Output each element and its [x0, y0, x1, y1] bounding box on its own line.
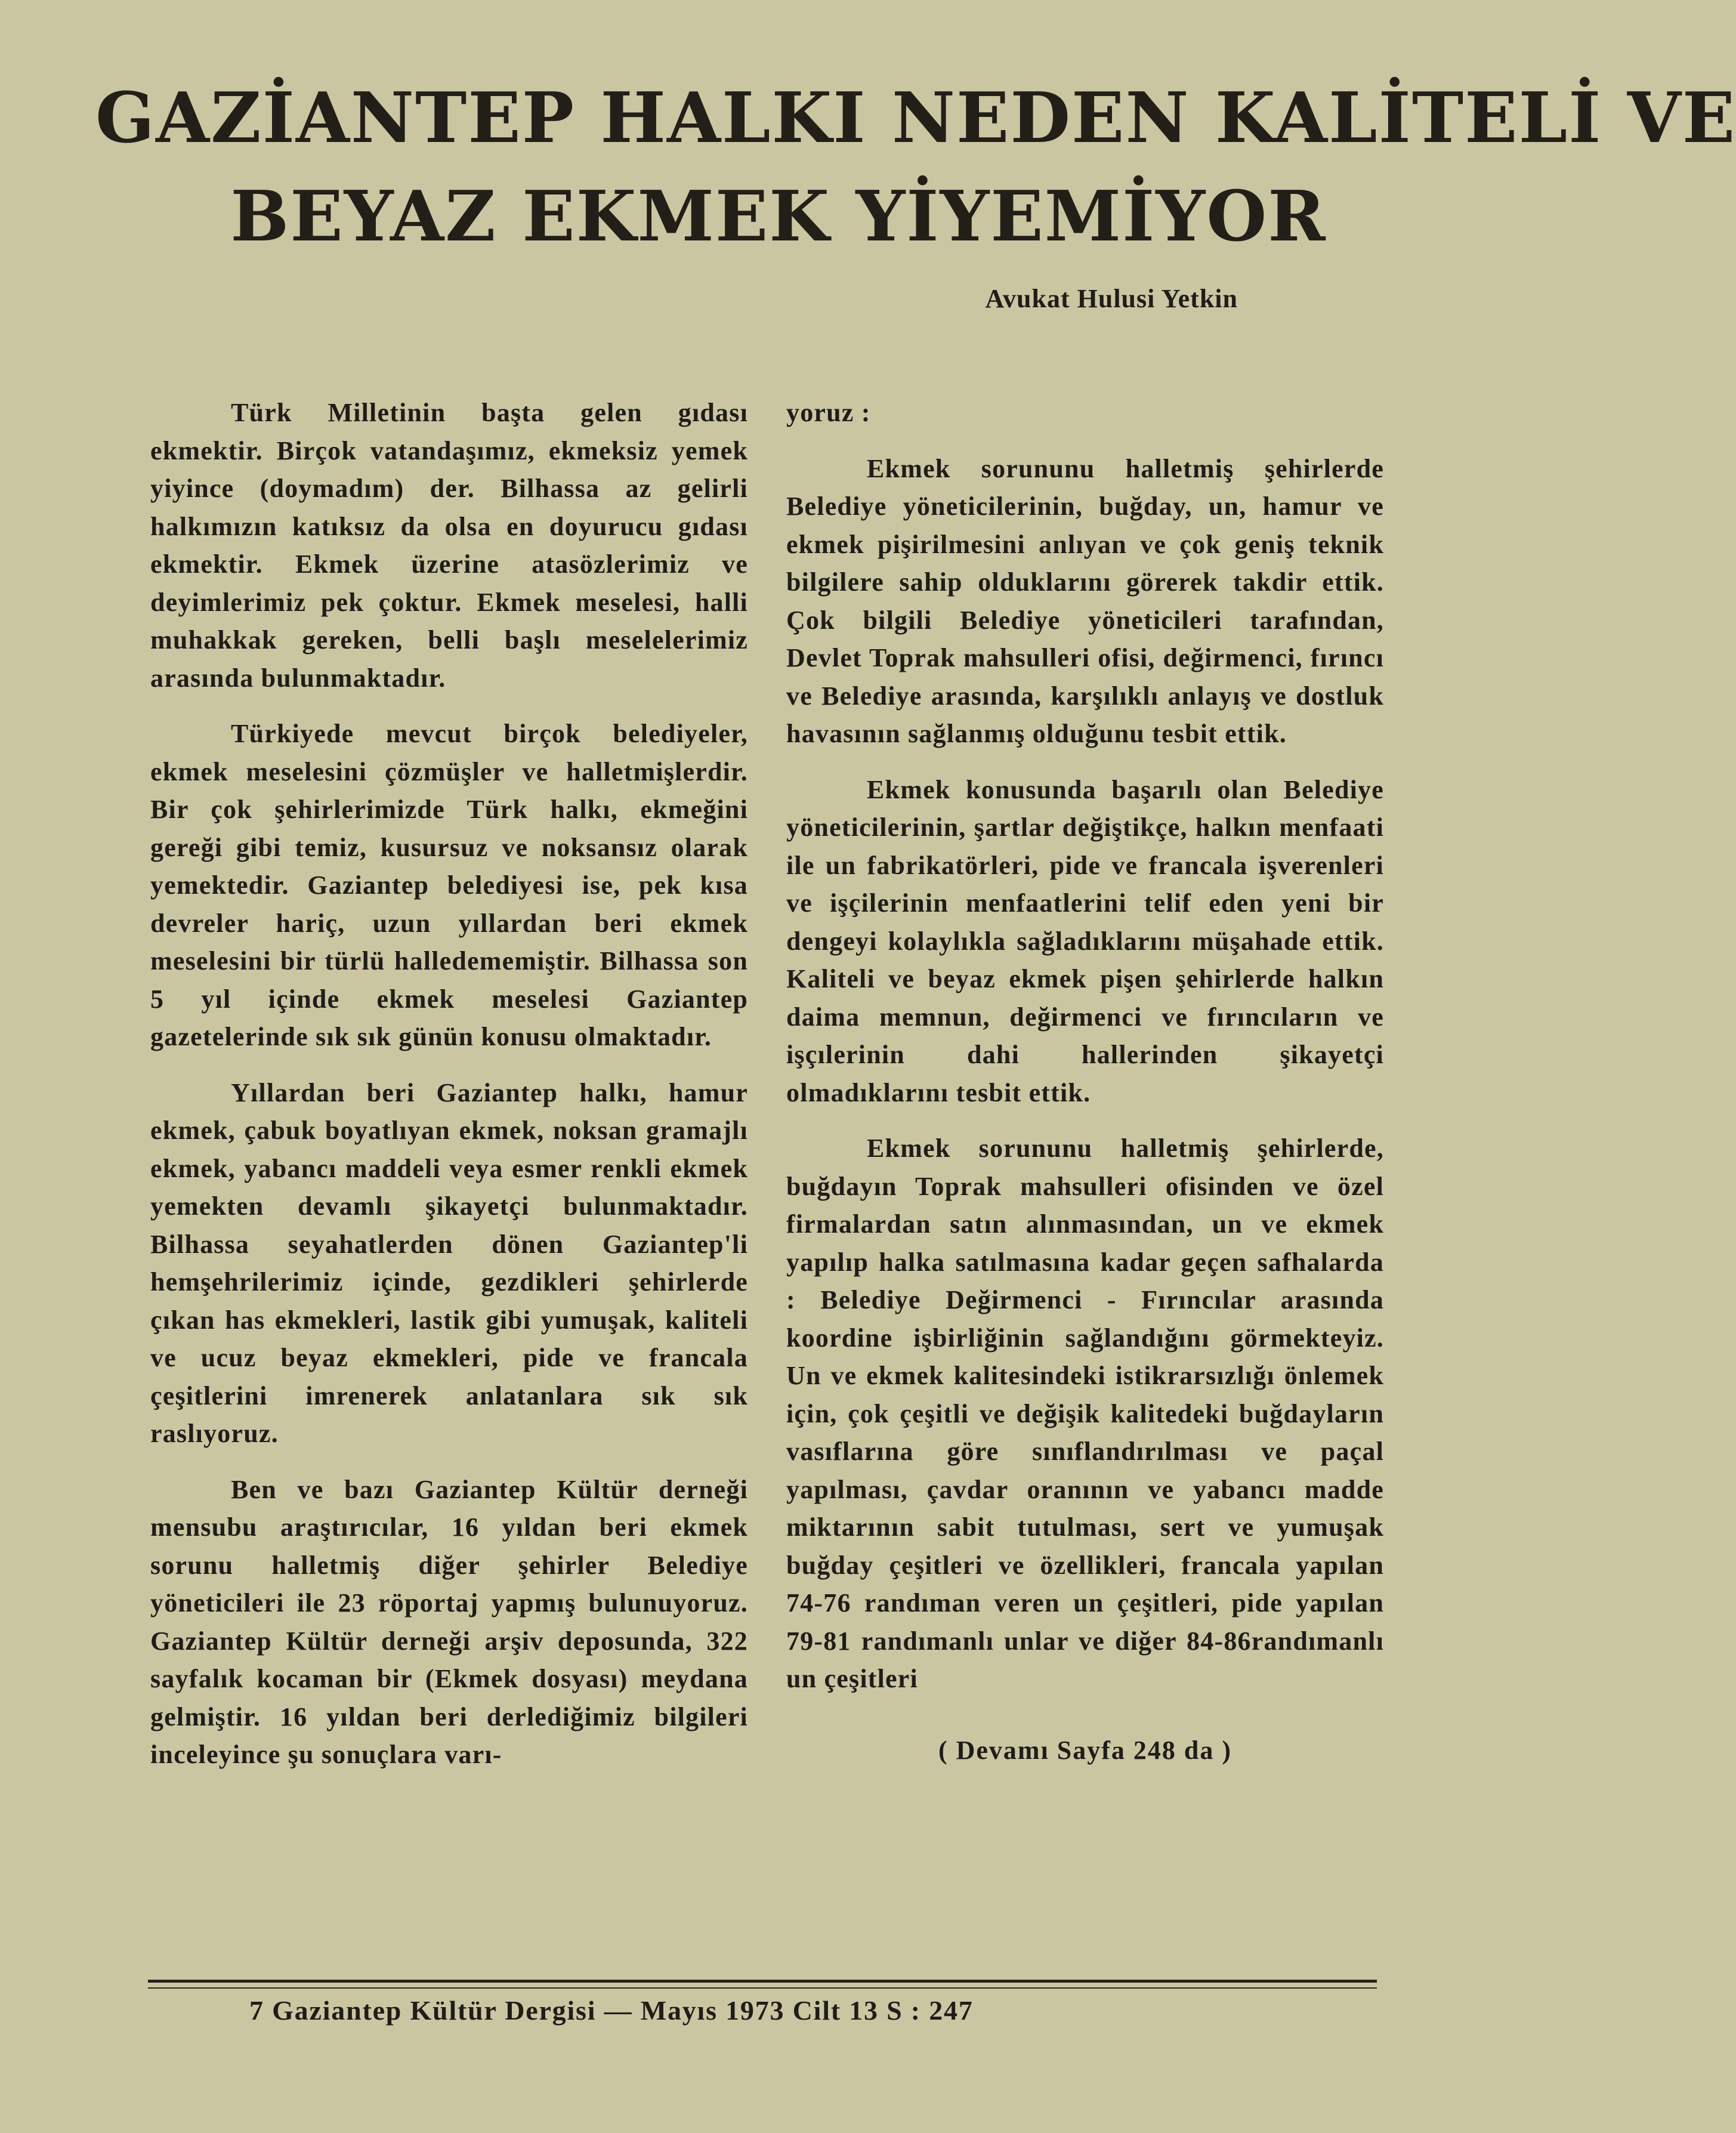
footer-rule	[148, 1980, 1377, 1983]
page-footer: 7 Gaziantep Kültür Dergisi — Mayıs 1973 Cilt 13 S : 247	[249, 1995, 974, 2026]
paragraph: Ben ve bazı Gaziantep Kültür derneği mensubu araştırıcılar, 16 yıldan beri ekmek sorunu halletmiş diğer şehirler Belediye yöneticileri ile 23 röportaj yapmış bulunuyoruz. Gaziantep Kültür derneği arşiv deposunda, 322 sayfalık kocaman bir (Ekmek dosyası) meydana gelmiştir. 16 yıldan beri derlediğimiz bilgileri inceleyince şu sonuçlara varı-	[150, 1474, 748, 1769]
article-title-line-1: GAZİANTEP HALKI NEDEN KALİTELİ VE	[95, 78, 1736, 159]
left-column	[150, 394, 748, 1792]
paragraph: Türk Milletinin başta gelen gıdası ekmektir. Birçok vatandaşımız, ekmeksiz yemek yiyince (doymadım) der. Bilhassa az gelirli halkımızın katıksız da olsa en doyurucu gıdası ekmektir. Ekmek üzerine atasözlerimiz ve deyimlerimiz pek çoktur. Ekmek meselesi, halli muhakkak gereken, belli başlı meselelerimiz arasında bulunmaktadır.	[150, 398, 748, 693]
continued-note: ( Devamı Sayfa 248 da )	[938, 1735, 1233, 1765]
article-author: Avukat Hulusi Yetkin	[985, 284, 1238, 313]
paragraph: yoruz :	[786, 398, 871, 427]
paragraph: Türkiyede mevcut birçok belediyeler, ekmek meselesini çözmüşler ve halletmişlerdir. Bir çok şehirlerimizde Türk halkı, ekmeğini gereği gibi temiz, kusursuz ve noksansız olarak yemektedir. Gaziantep belediyesi ise, pek kısa devreler hariç, uzun yıllardan beri ekmek meselesini bir türlü halledememiştir. Bilhassa son 5 yıl içinde ekmek meselesi Gaziantep gazetelerinde sık sık günün konusu olmaktadır.	[150, 719, 748, 1051]
paragraph: Ekmek sorununu halletmiş şehirlerde Belediye yöneticilerinin, buğday, un, hamur ve ekmek pişirilmesini anlıyan ve çok geniş teknik bilgilere sahip olduklarını görerek takdir ettik. Çok bilgili Belediye yöneticileri tarafından, Devlet Toprak mahsulleri ofisi, değirmenci, fırıncı ve Belediye arasında, karşılıklı anlayış ve dostluk havasının sağlanmış olduğunu tesbit ettik.	[786, 453, 1384, 748]
paragraph: Ekmek konusunda başarılı olan Belediye yöneticilerinin, şartlar değiştikçe, halkın menfaati ile un fabrikatörleri, pide ve francala işverenleri ve işçilerinin menfaatlerini telif eden yeni bir dengeyi kolaylıkla sağladıklarını müşahade ettik. Kaliteli ve beyaz ekmek pişen şehirlerde halkın daima memnun, değirmenci ve fırıncıların ve işçılerinin dahi hallerinden şikayetçi olmadıklarını tesbit ettik.	[786, 774, 1384, 1107]
paragraph: Ekmek sorununu halletmiş şehirlerde, buğdayın Toprak mahsulleri ofisinden ve özel firmalardan satın alınmasından, un ve ekmek yapılıp halka satılmasına kadar geçen safhalarda : Belediye Değirmenci - Fırıncılar arasında koordine işbirliğinin sağlandığını görmekteyiz. Un ve ekmek kalitesindeki istikrarsızlığı önlemek için, çok çeşitli ve değişik kalitedeki buğdayların vasıflarına göre sınıflandırılması ve paçal yapılması, çavdar oranının ve yabancı madde miktarının sabit tutulması, sert ve yumuşak buğday çeşitleri ve özellikleri, francala yapılan 74-76 randıman veren un çeşitleri, pide yapılan 79-81 randımanlı unlar ve diğer 84-86randımanlı un çeşitleri	[786, 1134, 1384, 1693]
footer-rule-thin	[148, 1987, 1377, 1989]
paragraph: Yıllardan beri Gaziantep halkı, hamur ekmek, çabuk boyatlıyan ekmek, noksan gramajlı ekmek, yabancı maddeli veya esmer renkli ekmek yemekten devamlı şikayetçi bulunmaktadır. Bilhassa seyahatlerden dönen Gaziantep'li hemşehrilerimiz içinde, gezdikleri şehirlerde çıkan has ekmekleri, lastik gibi yumuşak, kaliteli ve ucuz beyaz ekmekleri, pide ve francala çeşitlerini imrenerek anlatanlara sık sık raslıyoruz.	[150, 1078, 748, 1448]
article-title-line-2: BEYAZ EKMEK YİYEMİYOR	[230, 176, 1327, 257]
right-column	[786, 394, 1384, 1787]
